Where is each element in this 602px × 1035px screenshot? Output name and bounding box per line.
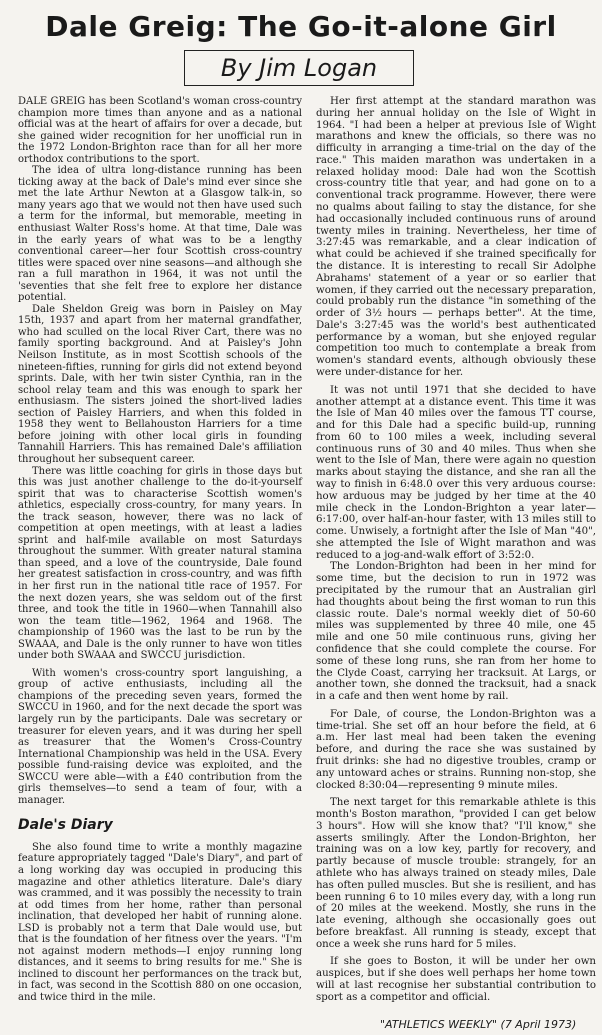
paragraph: DALE GREIG has been Scotland's woman cross-country champion more times than anyone and as a national official was at the heart of affairs for over a decade, but she gained wider recognition for her unofficial run in the 1972 London-Brighton race than for all her more orthodox contributions to the sport. (18, 96, 302, 165)
left-column (18, 96, 302, 1004)
paragraph: If she goes to Boston, it will be under her own auspices, but if she does well perhaps her home town will at last recognise her substantial contribution to sport as a competitor and official. (316, 956, 596, 1003)
byline: By Jim Logan (220, 54, 378, 82)
paragraph: The London-Brighton had been in her mind for some time, but the decision to run in 1972 was precipitated by the rumour that an Australian girl had thoughts about being the first woman to run this classic route. Dale's normal weekly diet of 50-60 miles was supplemented by three 40 mile, one 45 mile and one 50 mile continuous runs, giving her confidence that she could complete the course. For some of these long runs, she ran from her home to the Clyde Coast, carrying her tracksuit. At Largs, or another town, she donned the tracksuit, had a snack in a cafe and then went home by rail. (316, 561, 596, 703)
article-title: Dale Greig: The Go-it-alone Girl (45, 10, 557, 43)
paragraph: The next target for this remarkable athlete is this month's Boston marathon, "provided I can get below 3 hours". How will she know that? "I'll know," she asserts smilingly. After the London-Brighton, her training was on a low key, partly for recovery, and partly because of muscle trouble: strangely, for an athlete who has always trained on steady miles, Dale has often pulled muscles. But she is resilient, and has been running 6 to 10 miles every day, with a long run of 20 miles at the weekend. Mostly, she runs in the late evening, although she occasionally goes out before breakfast. All running is steady, except that once a week she runs hard for 5 miles. (316, 797, 596, 950)
byline-box (184, 50, 414, 86)
paragraph: It was not until 1971 that she decided to have another attempt at a distance event. This time it was the Isle of Man 40 miles over the famous TT course, and for this Dale had a specific build-up, running from 60 to 100 miles a week, including several continuous runs of 30 and 40 miles. Thus when she went to the Isle of Man, there were again no question marks about staying the distance, and she ran all the way to finish in 6:48.0 over this very arduous course: how arduous may be judged by her time at the 40 mile check in the London-Brighton a year later—6:17:00, over half-an-hour faster, with 13 miles still to come. Unwisely, a fortnight after the Isle of Man "40", she attempted the Isle of Wight marathon and was reduced to a jog-and-walk effort of 3:52:0. (316, 384, 596, 561)
paragraph: Dale Sheldon Greig was born in Paisley on May 15th, 1937 and apart from her maternal grandfather, who had sculled on the local River Cart, there was no family sporting background. And at Paisley's John Neilson Institute, as in most Scottish schools of the nineteen-fifties, running for girls did not extend beyond sprints. Dale, with her twin sister Cynthia, ran in the school relay team and this was enough to spark her enthusiasm. The sisters joined the short-lived ladies section of Paisley Harriers, and when this folded in 1958 they went to Bellahouston Harriers for a time before joining with other local girls in founding Tannahill Harriers. This has remained Dale's affiliation throughout her subsequent career. (18, 303, 302, 465)
section-subhead: Dale's Diary (18, 817, 113, 834)
paragraph: The idea of ultra long-distance running has been ticking away at the back of Dale's mind ever since she met the late Arthur Newton at a Glasgow talk-in, so many years ago that we would not then have used such a term for the informal, but memorable, meeting in enthusiast Walter Ross's home. At that time, Dale was in the early years of what was to be a lengthy conventional career—her four Scottish cross-country titles were spaced over nine seasons—and although she ran a full marathon in 1964, it was not until the 'seventies that she felt free to explore her distance potential. (18, 165, 302, 304)
right-column (316, 96, 596, 1004)
paragraph: For Dale, of course, the London-Brighton was a time-trial. She set off an hour before the field, at 6 a.m. Her last meal had been taken the evening before, and during the race she was sustained by fruit drinks: she had no digestive troubles, cramp or any untoward aches or strains. Running non-stop, she clocked 8:30:04—representing 9 minute miles. (316, 708, 596, 791)
source-citation: "ATHLETICS WEEKLY" (7 April 1973) (380, 1018, 577, 1031)
paragraph: With women's cross-country sport languishing, a group of active enthusiasts, including all the champions of the preceding seven years, formed the SWCCU in 1960, and for the next decade the sport was largely run by the participants. Dale was secretary or treasurer for eleven years, and it was during her spell as treasurer that the Women's Cross-Country International Championship was held in the USA. Every possible fund-raising device was exploited, and the SWCCU were able—with a £40 contribution from the girls themselves—to send a team of four, with a manager. (18, 667, 302, 806)
paragraph: There was little coaching for girls in those days but this was just another challenge to the do-it-yourself spirit that was to characterise Scottish women's athletics, especially cross-country, for many years. In the track season, however, there was no lack of competition at open meetings, with at least a ladies sprint and half-mile available on most Saturdays throughout the summer. With greater natural stamina than speed, and a love of the countryside, Dale found her greatest satisfaction in cross-country, and was fifth in her first run in the national title race of 1957. For the next dozen years, she was seldom out of the first three, and took the title in 1960—when Tannahill also won the team title—1962, 1964 and 1968. The championship of 1960 was the last to be run by the SWAAA, and Dale is the only runner to have won titles under both SWAAA and SWCCU jurisdiction. (18, 465, 302, 662)
paragraph: Her first attempt at the standard marathon was during her annual holiday on the Isle of Wight in 1964. "I had been a helper at previous Isle of Wight marathons and knew the officials, so there was no difficulty in arranging a time-trial on the day of the race." This maiden marathon was undertaken in a relaxed holiday mood: Dale had won the Scottish cross-country title that year, and had gone on to a conventional track programme. However, there were no qualms about failing to stay the distance, for she had occasionally included continuous runs of around twenty miles in training. Nevertheless, her time of 3:27:45 was remarkable, and a clear indication of what could be achieved if she trained specifically for the distance. It is interesting to recall Sir Adolphe Abrahams' statement of a year or so earlier that women, if they carried out the necessary preparation, could probably run the distance "in something of the order of 3½ hours — perhaps better". At the time, Dale's 3:27:45 was the world's best authenticated performance by a woman, but she enjoyed regular competition too much to contemplate a break from women's standard events, although obviously these were under-distance for her. (316, 96, 596, 378)
paragraph: She also found time to write a monthly magazine feature appropriately tagged "Dale's Diary", and part of a long working day was occupied in producing this magazine and other athletics literature. Dale's diary was crammed, and it was possibly the necessity to train at odd times from her home, rather than personal inclination, that developed her habit of running alone. LSD is probably not a term that Dale would use, but that is the foundation of her fitness over the years. "I'm not against modern methods—I enjoy running long distances, and it seems to bring results for me." She is inclined to discount her performances on the track but, in fact, was second in the Scottish 880 on one occasion, and twice third in the mile. (18, 841, 302, 1004)
